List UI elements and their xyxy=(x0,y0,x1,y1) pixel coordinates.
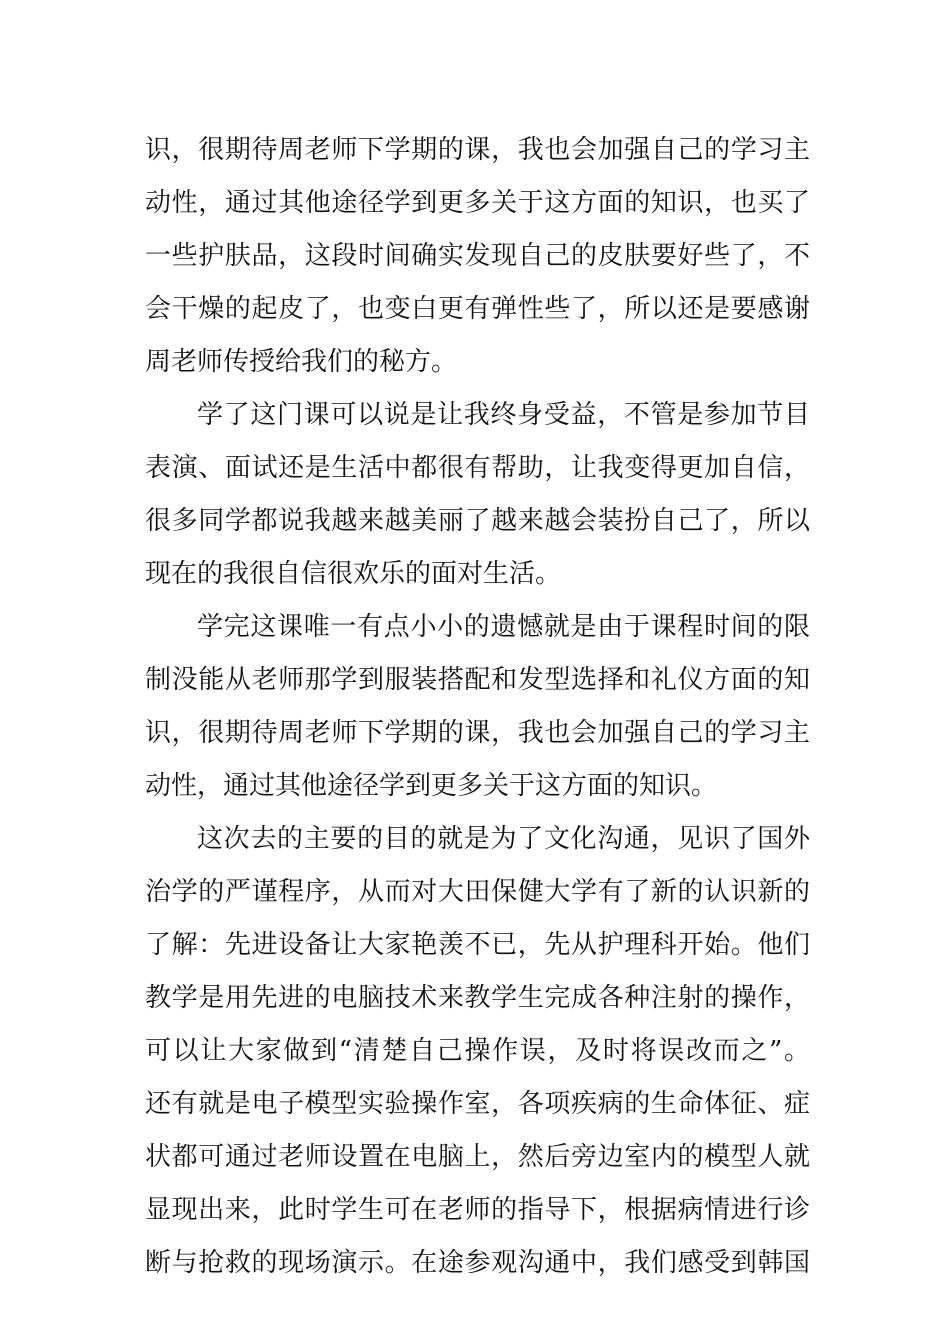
paragraph xyxy=(145,389,810,601)
text-line: 会干燥的起皮了，也变白更有弹性些了，所以还是要感谢 xyxy=(145,294,810,324)
paragraph xyxy=(145,601,810,813)
text-line: 断与抢救的现场演示。在途参观沟通中，我们感受到韩国 xyxy=(145,1248,810,1278)
text-line: 识，很期待周老师下学期的课，我也会加强自己的学习主 xyxy=(145,135,810,165)
paragraph xyxy=(145,813,810,1290)
text-line: 还有就是电子模型实验操作室，各项疾病的生命体征、症 xyxy=(145,1089,810,1119)
text-line: 动性，通过其他途径学到更多关于这方面的知识。 xyxy=(145,771,718,801)
text-line: 状都可通过老师设置在电脑上，然后旁边室内的模型人就 xyxy=(145,1142,810,1172)
text-line: 显现出来，此时学生可在老师的指导下，根据病情进行诊 xyxy=(145,1195,810,1225)
text-line: 周老师传授给我们的秘方。 xyxy=(145,347,458,377)
text-line: 识，很期待周老师下学期的课，我也会加强自己的学习主 xyxy=(145,718,810,748)
text-line: 现在的我很自信很欢乐的面对生活。 xyxy=(145,559,562,589)
body-text xyxy=(145,124,810,1290)
text-line: 学完这课唯一有点小小的遗憾就是由于课程时间的限 xyxy=(197,612,810,642)
text-line: 了解：先进设备让大家艳羡不已，先从护理科开始。他们 xyxy=(145,930,810,960)
text-line: 学了这门课可以说是让我终身受益，不管是参加节目 xyxy=(197,400,810,430)
text-line: 一些护肤品，这段时间确实发现自己的皮肤要好些了，不 xyxy=(145,241,810,271)
text-line: 治学的严谨程序，从而对大田保健大学有了新的认识新的 xyxy=(145,877,810,907)
text-line: 动性，通过其他途径学到更多关于这方面的知识，也买了 xyxy=(145,188,810,218)
text-line: 很多同学都说我越来越美丽了越来越会装扮自己了，所以 xyxy=(145,506,810,536)
paragraph xyxy=(145,124,810,389)
text-line: 教学是用先进的电脑技术来教学生完成各种注射的操作， xyxy=(145,983,810,1013)
text-line: 表演、面试还是生活中都很有帮助，让我变得更加自信， xyxy=(145,453,810,483)
text-line: 这次去的主要的目的就是为了文化沟通，见识了国外 xyxy=(197,824,810,854)
text-line: 制没能从老师那学到服装搭配和发型选择和礼仪方面的知 xyxy=(145,665,810,695)
text-line: 可以让大家做到“清楚自己操作误，及时将误改而之”。 xyxy=(145,1036,810,1066)
